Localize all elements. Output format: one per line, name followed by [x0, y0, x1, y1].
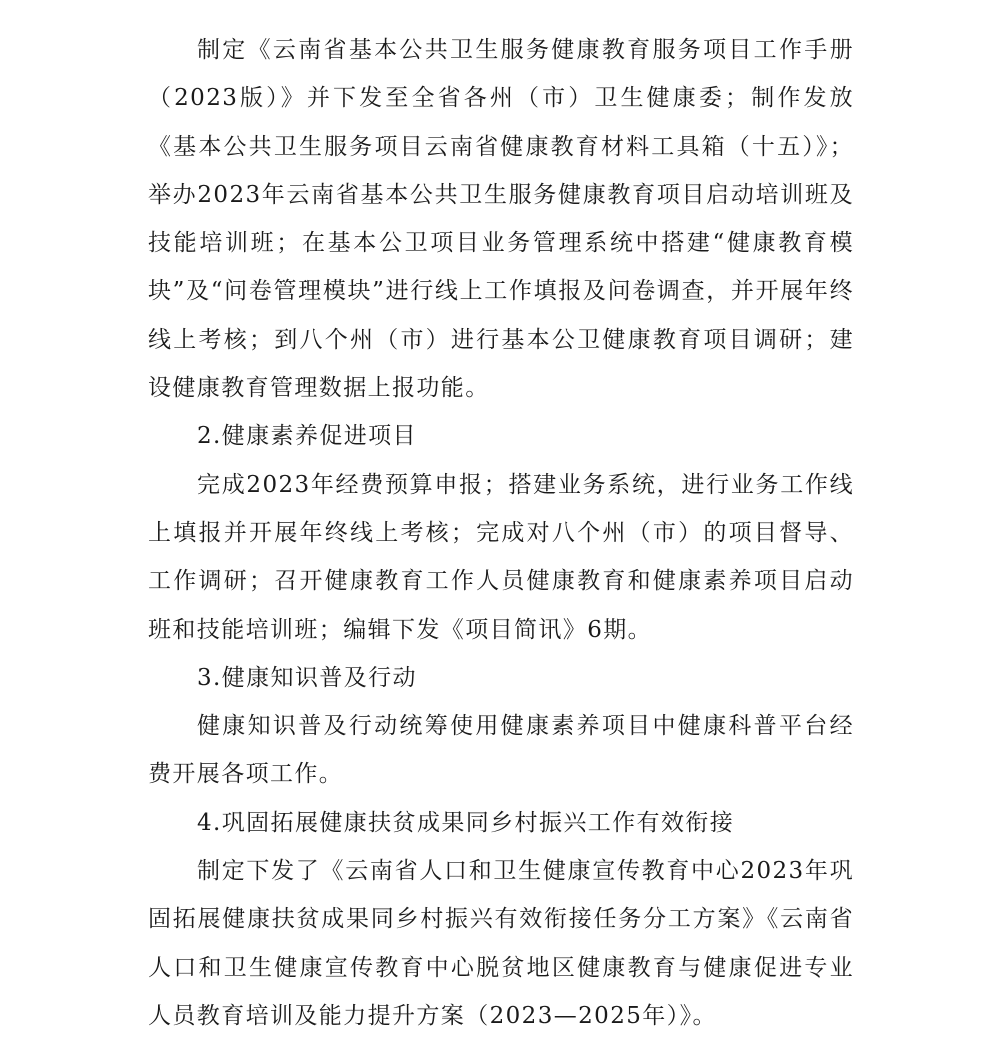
paragraph-knowledge-action: 健康知识普及行动统筹使用健康素养项目中健康科普平台经费开展各项工作。 — [148, 713, 854, 788]
paragraph-activities-summary: 制定《云南省基本公共卫生服务健康教育服务项目工作手册（2023版）》并下发至全省各州（市）卫生健康委；制作发放《基本公共卫生服务项目云南省健康教育材料工具箱（十五）》；举办2023年云南省基本公共卫生服务健康教育项目启动培训班及技能培训班；在基本公卫项目业务管理系统中搭建“健康教育模块”及“问卷管理模块”进行线上工作填报及问卷调查，并开展年终线上考核；到八个州（市）进行基本公卫健康教育项目调研；建设健康教育管理数据上报功能。 — [148, 37, 854, 402]
paragraph-rural-revitalization: 制定下发了《云南省人口和卫生健康宣传教育中心2023年巩固拓展健康扶贫成果同乡村振兴有效衔接任务分工方案》《云南省人口和卫生健康宣传教育中心脱贫地区健康教育与健康促进专业人员教育培训及能力提升方案（2023—2025年）》。 — [148, 858, 854, 1029]
section-heading-health-literacy: 2.健康素养促进项目 — [197, 423, 417, 450]
section-heading-rural-revitalization: 4.巩固拓展健康扶贫成果同乡村振兴工作有效衔接 — [197, 809, 735, 836]
document-page — [148, 26, 854, 1040]
paragraph-health-literacy: 完成2023年经费预算申报；搭建业务系统，进行业务工作线上填报并开展年终线上考核；完成对八个州（市）的项目督导、工作调研；召开健康教育工作人员健康教育和健康素养项目启动班和技能培训班；编辑下发《项目简讯》6期。 — [148, 471, 854, 643]
section-heading-knowledge-action: 3.健康知识普及行动 — [197, 664, 417, 691]
